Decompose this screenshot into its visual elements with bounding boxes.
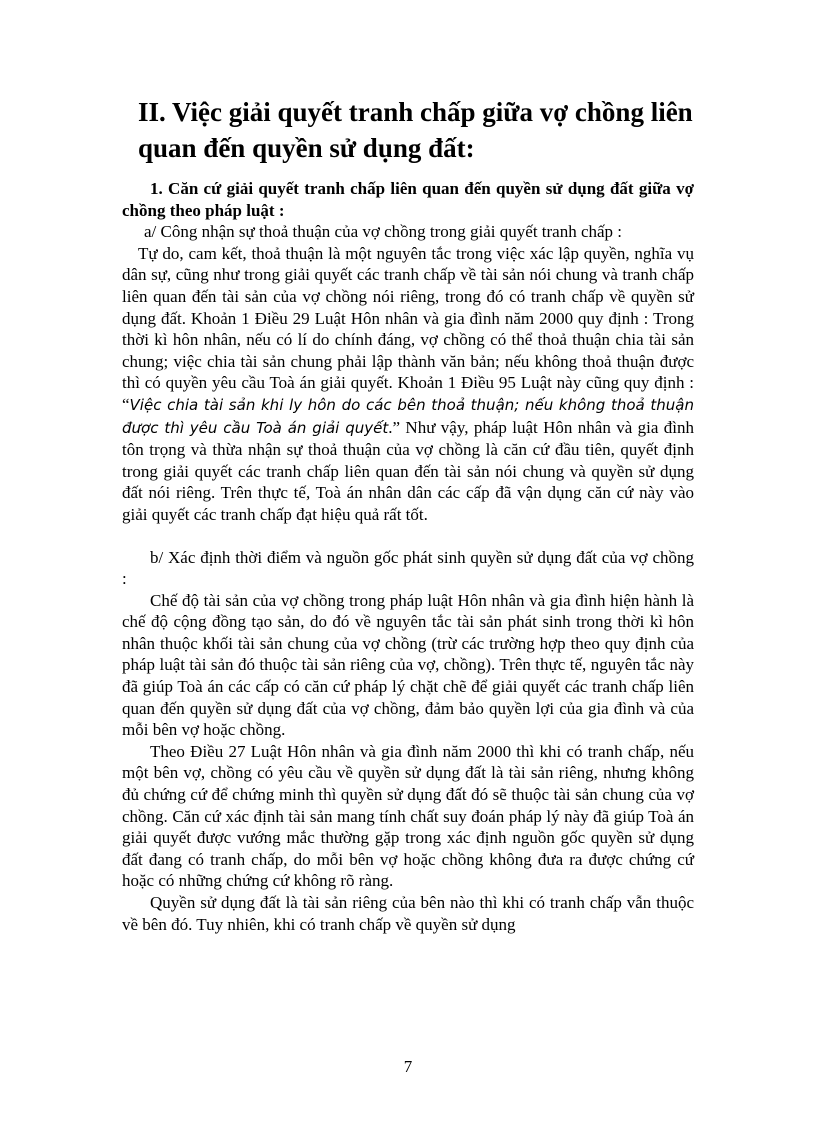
paragraph-4: Quyền sử dụng đất là tài sản riêng của bên nào thì khi có tranh chấp vẫn thuộc về bên đó. Tuy nhiên, khi có tranh chấp về quyền sử dụng [122,893,694,934]
legal-quote: Việc chia tài sản khi ly hôn do các bên thoả thuận; nếu không thoả thuận được thì yêu cầu Toà án giải quyết [122,395,694,437]
page-number: 7 [403,1057,413,1076]
paragraph-1-continuation: .” Như vậy, pháp luật Hôn nhân và gia đình tôn trọng và thừa nhận sự thoả thuận của vợ chồng là căn cứ đầu tiên, quyết định trong giải quyết các tranh chấp liên quan đến tài sản nói chung và quyền sử dụng đất nói riêng. Trên thực tế, Toà án nhân dân các cấp đã vận dụng căn cứ này vào giải quyết các tranh chấp đạt hiệu quả rất tốt. [122,417,695,524]
sub-item-b-title: b/ Xác định thời điểm và nguồn gốc phát sinh quyền sử dụng đất của vợ chồng : [122,547,694,589]
sub-item-a-title: a/ Công nhận sự thoả thuận của vợ chồng trong giải quyết tranh chấp : [144,222,623,242]
section-heading: II. Việc giải quyết tranh chấp giữa vợ chồng liên quan đến quyền sử dụng đất: [138,97,693,163]
paragraph-1 [122,243,694,526]
paragraph-spacer [122,526,694,547]
paragraph-1-text: Tự do, cam kết, thoả thuận là một nguyên tắc trong việc xác lập quyền, nghĩa vụ dân sự, cũng như trong giải quyết các tranh chấp về tài sản nói chung và tranh chấp liên quan đến tài sản của vợ chồng nói riêng, trong đó có tranh chấp về quyền sử dụng đất. Khoản 1 Điều 29 Luật Hôn nhân và gia đình năm 2000 quy định : Trong thời kì hôn nhân, nếu có lí do chính đáng, vợ chồng có thể thoả thuận chia tài sản chung; việc chia tài sản chung phải lập thành văn bản; nếu không thoả thuận được thì có quyền yêu cầu Toà án giải quyết. Khoản 1 Điều 95 Luật này cũng quy định : “ [122,243,694,414]
paragraph-3: Theo Điều 27 Luật Hôn nhân và gia đình năm 2000 thì khi có tranh chấp, nếu một bên vợ, chồng có yêu cầu về quyền sử dụng đất là tài sản riêng, nhưng không đủ chứng cứ để chứng minh thì quyền sử dụng đất đó sẽ thuộc tài sản chung của vợ chồng. Căn cứ xác định tài sản mang tính chất suy đoán pháp lý này đã giúp Toà án giải quyết được vướng mắc thường gặp trong xác định nguồn gốc quyền sử dụng đất đang có tranh chấp, do mỗi bên vợ hoặc chồng không đưa ra được chứng cứ hoặc có những chứng cứ không rõ ràng. [122,741,694,891]
body-text [122,178,694,935]
subsection-title: 1. Căn cứ giải quyết tranh chấp liên quan đến quyền sử dụng đất giữa vợ chồng theo pháp luật : [122,179,694,220]
paragraph-2: Chế độ tài sản của vợ chồng trong pháp luật Hôn nhân và gia đình hiện hành là chế độ cộng đồng tạo sản, do đó về nguyên tắc tài sản phát sinh trong thời kì hôn nhân thuộc khối tài sản chung của vợ chồng (trừ các trường hợp theo quy định của pháp luật tài sản đó thuộc tài sản riêng của vợ, chồng). Trên thực tế, nguyên tắc này đã giúp Toà án các cấp có căn cứ pháp lý chặt chẽ để giải quyết các tranh chấp liên quan đến quyền sử dụng đất của vợ chồng, đảm bảo quyền lợi của gia đình và của mỗi bên vợ hoặc chồng. [122,590,694,740]
